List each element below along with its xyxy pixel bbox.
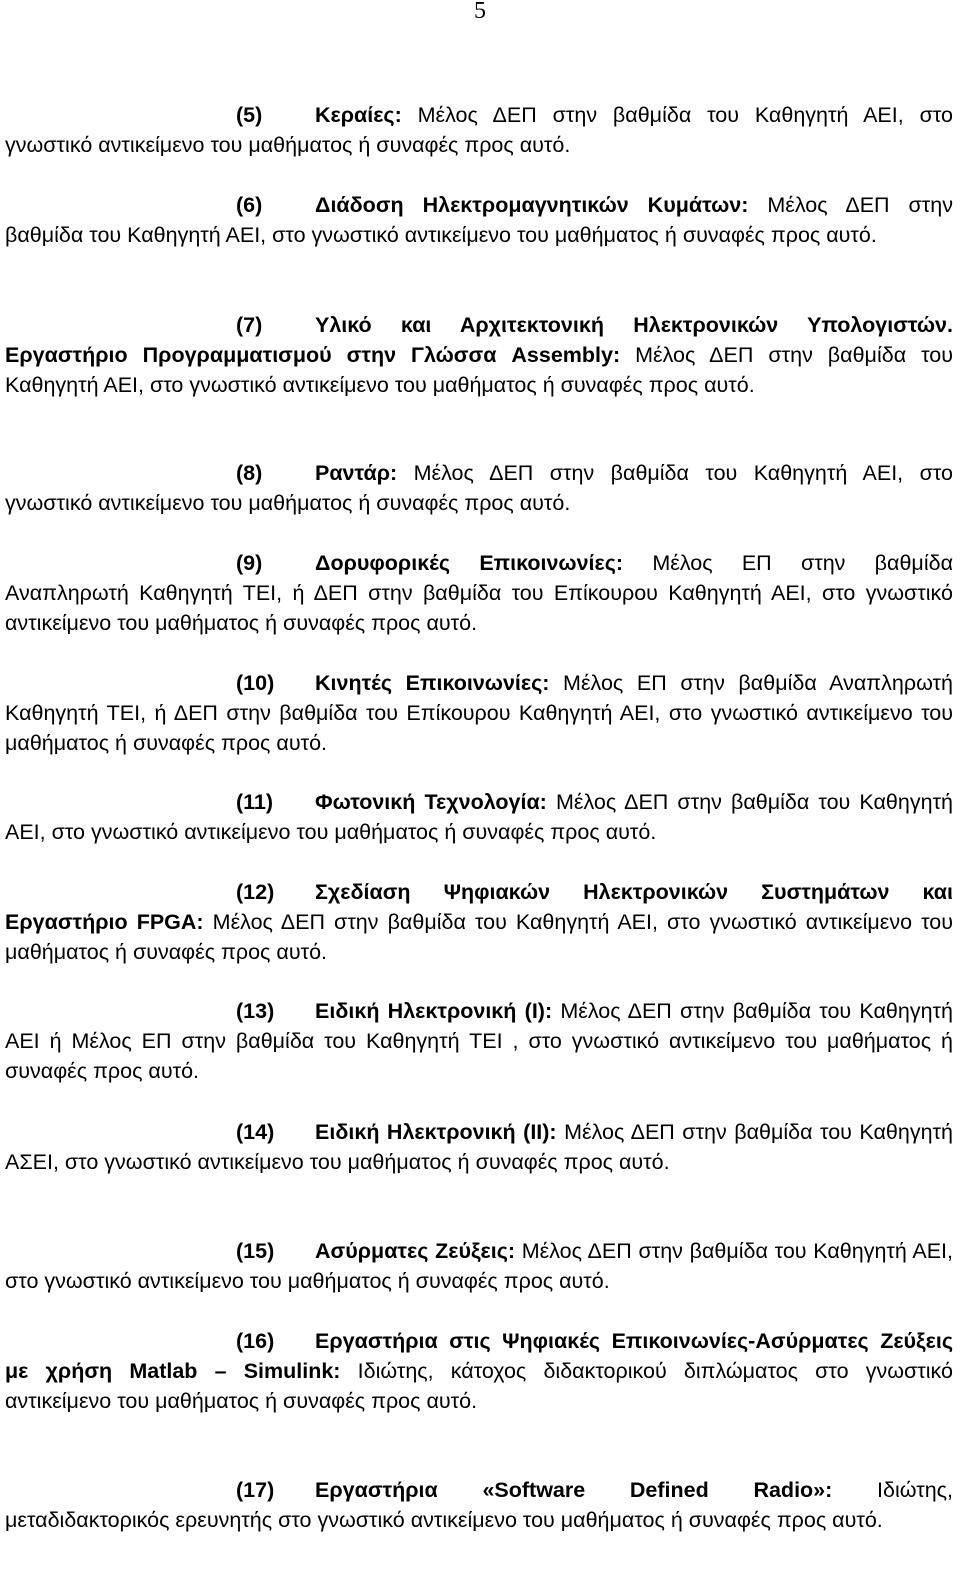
entry-number: (12) [236, 880, 275, 904]
entry-title: Διάδοση Ηλεκτρομαγνητικών Κυμάτων: [315, 193, 749, 217]
entry-title: Ειδική Ηλεκτρονική (Ι): [315, 999, 553, 1023]
entry-text: Μέλος ΔΕΠ στην βαθμίδα του Καθηγητή ΑΕΙ, στο γνωστικό αντικείμενο του μαθήματος ή συναφές προς αυτό. [5, 193, 953, 247]
entry-number: (6) [236, 193, 263, 217]
entry-number: (9) [236, 551, 263, 575]
entry-text: Μέλος ΕΠ στην βαθμίδα Αναπληρωτή Καθηγητή ΤΕΙ, ή ΔΕΠ στην βαθμίδα του Επίκουρου Καθηγητή ΑΕΙ, στο γνωστικό αντικείμενο του μαθήματος ή συναφές προς αυτό. [5, 671, 954, 755]
entry-12 [5, 877, 953, 967]
entry-title: Ειδική Ηλεκτρονική (ΙΙ): [315, 1120, 557, 1144]
entry-5 [5, 100, 953, 160]
entry-text: Μέλος ΔΕΠ στην βαθμίδα του Καθηγητή ΑΕΙ, στο γνωστικό αντικείμενο του μαθήματος ή συναφές προς αυτό. [5, 1239, 953, 1293]
entry-title: Σχεδίαση Ψηφιακών Ηλεκτρονικών Συστημάτων και Εργαστήριο FPGA: [5, 880, 953, 934]
entry-title: Ραντάρ: [315, 461, 398, 485]
entry-11 [5, 787, 953, 847]
entry-text: Μέλος ΔΕΠ στην βαθμίδα του Καθηγητή ΑΕΙ ή Μέλος ΕΠ στην βαθμίδα του Καθηγητή ΤΕΙ , στο γνωστικό αντικείμενο του μαθήματος ή συναφές προς αυτό. [5, 999, 953, 1083]
entry-15 [5, 1236, 953, 1296]
entry-number: (8) [236, 461, 263, 485]
entry-number: (5) [236, 103, 263, 127]
entry-title: Υλικό και Αρχιτεκτονική Ηλεκτρονικών Υπολογιστών. Εργαστήριο Προγραμματισμού στην Γλώσσα Assembly: [5, 313, 953, 367]
entry-title: Κεραίες: [315, 103, 402, 127]
page-number: 5 [474, 0, 486, 24]
entry-number: (13) [236, 999, 275, 1023]
entry-number: (7) [236, 313, 263, 337]
entry-text: Μέλος ΕΠ στην βαθμίδα Αναπληρωτή Καθηγητή ΤΕΙ, ή ΔΕΠ στην βαθμίδα του Επίκουρου Καθηγητή ΑΕΙ, στο γνωστικό αντικείμενο του μαθήματος ή συναφές προς αυτό. [5, 551, 953, 635]
entry-number: (10) [236, 671, 275, 695]
entry-text: Μέλος ΔΕΠ στην βαθμίδα του Καθηγητή ΑΣΕΙ, στο γνωστικό αντικείμενο του μαθήματος ή συναφές προς αυτό. [5, 1120, 953, 1174]
entry-text: Μέλος ΔΕΠ στην βαθμίδα του Καθηγητή ΑΕΙ, στο γνωστικό αντικείμενο του μαθήματος ή συναφές προς αυτό. [5, 790, 953, 844]
entry-7 [5, 310, 953, 400]
entry-title: Δορυφορικές Επικοινωνίες: [315, 551, 624, 575]
entry-number: (16) [236, 1329, 275, 1353]
entry-8 [5, 458, 953, 518]
entry-6 [5, 190, 953, 250]
entry-13 [5, 996, 953, 1086]
entry-number: (15) [236, 1239, 275, 1263]
entry-text: Ιδιώτης, κάτοχος διδακτορικού διπλώματος στο γνωστικό αντικείμενο του μαθήματος ή συναφές προς αυτό. [5, 1359, 953, 1413]
entry-text: Μέλος ΔΕΠ στην βαθμίδα του Καθηγητή ΑΕΙ, στο γνωστικό αντικείμενο του μαθήματος ή συναφές προς αυτό. [5, 910, 954, 964]
entry-title: Εργαστήρια στις Ψηφιακές Επικοινωνίες-Ασύρματες Ζεύξεις με χρήση Matlab – Simulink: [5, 1329, 953, 1383]
entry-10 [5, 668, 953, 758]
entry-number: (17) [236, 1478, 275, 1502]
entry-9 [5, 548, 953, 638]
entry-text: Ιδιώτης, μεταδιδακτορικός ερευνητής στο γνωστικό αντικείμενο του μαθήματος ή συναφές προς αυτό. [5, 1478, 953, 1532]
entry-text: Μέλος ΔΕΠ στην βαθμίδα του Καθηγητή ΑΕΙ, στο γνωστικό αντικείμενο του μαθήματος ή συναφές προς αυτό. [5, 461, 953, 515]
entry-title: Εργαστήρια «Software Defined Radio»: [315, 1478, 833, 1502]
entry-title: Ασύρματες Ζεύξεις: [315, 1239, 516, 1263]
entry-text: Μέλος ΔΕΠ στην βαθμίδα του Καθηγητή ΑΕΙ, στο γνωστικό αντικείμενο του μαθήματος ή συναφές προς αυτό. [5, 343, 954, 397]
entry-16 [5, 1326, 953, 1416]
entry-title: Κινητές Επικοινωνίες: [315, 671, 550, 695]
entry-title: Φωτονική Τεχνολογία: [315, 790, 547, 814]
entry-14 [5, 1117, 953, 1177]
entry-number: (14) [236, 1120, 275, 1144]
entry-17 [5, 1475, 953, 1535]
entry-number: (11) [236, 790, 274, 814]
entry-text: Μέλος ΔΕΠ στην βαθμίδα του Καθηγητή ΑΕΙ, στο γνωστικό αντικείμενο του μαθήματος ή συναφές προς αυτό. [5, 103, 953, 157]
